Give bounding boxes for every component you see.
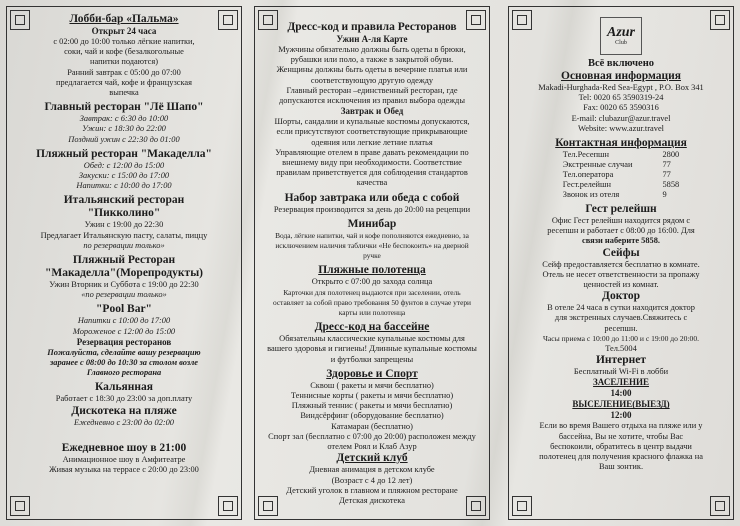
- text-line: Ранний завтрак с 05:00 до 07:00: [67, 67, 181, 77]
- text-line: Обед: с 12:00 до 15:00: [83, 160, 165, 170]
- text-line: Детский уголок в главном и пляжном ресторане: [286, 485, 458, 495]
- table-row: Звонок из отеля 9: [562, 190, 667, 200]
- text-line: В отеле 24 часа в сутки находится доктор: [547, 303, 695, 313]
- basic-info-title: Основная информация: [561, 70, 681, 82]
- hookah-title: Кальянная: [94, 381, 154, 394]
- text-line: Сквош ( ракеты и мячи бесплатно): [310, 380, 434, 390]
- text-line: Ежедневно с 23:00 до 02:00: [74, 417, 174, 427]
- text-line: Сейф предоставляется бесплатно в комнате.: [542, 259, 700, 269]
- text-line: Тел.5004: [605, 344, 637, 354]
- address-line: Makadi-Hurghada-Red Sea-Egypt , P.O. Box 341: [538, 83, 704, 92]
- text-line: соответствующую другую одежду: [310, 75, 434, 85]
- text-line: Закуски: с 15:00 до 17:00: [78, 171, 170, 181]
- text-line: Живая музыка на террасе с 20:00 до 23:00: [49, 465, 199, 475]
- text-line: Ужин Вторник и Суббота с 19:00 до 22:30: [49, 280, 199, 290]
- check-in-title: ЗАСЕЛЕНИЕ: [593, 377, 649, 388]
- main-restaurant-title: Главный ресторан "Лё Шапо": [44, 101, 204, 114]
- text-line: Ужин: с 18:30 до 22:00: [82, 124, 166, 134]
- text-line: Главного ресторана: [86, 368, 162, 378]
- check-in-time: 14:00: [610, 388, 632, 399]
- italian-restaurant-name: "Пикколино": [87, 207, 161, 220]
- text-line: заранее с 08:00 до 10:30 за столом возле: [50, 358, 198, 368]
- pool-bar-title: "Pool Bar": [96, 303, 152, 316]
- text-line: Часы приема с 10:00 до 11:00 и с 19:00 до 20:00.: [542, 333, 700, 343]
- text-line: ручке: [363, 251, 381, 261]
- daily-show-title: Ежедневное шоу в 21:00: [61, 441, 187, 454]
- text-line: «по резервации только»: [81, 290, 167, 300]
- check-out-time: 12:00: [610, 410, 632, 421]
- beach-restaurant-title: Пляжный ресторан "Макаделла": [36, 147, 212, 160]
- table-row: Гест.релейшн 5858: [562, 180, 680, 190]
- text-line: Управляющие отелем в праве давать рекомендации по: [275, 147, 469, 157]
- text-line: выпечка: [109, 88, 139, 98]
- corner-ornament: [10, 496, 30, 516]
- dress-code-title: Дресс-код и правила Ресторанов: [287, 21, 457, 33]
- safes-title: Сейфы: [602, 246, 640, 259]
- text-line: Пожалуйста, сделайте вашу резервацию: [47, 347, 201, 357]
- text-line: Поздний ужин с 22:30 до 01:00: [68, 134, 180, 144]
- text-line: Ужин с 19:00 до 22:30: [84, 220, 164, 230]
- text-line: Офис Гест релейшн находится рядом с: [551, 216, 691, 226]
- internet-title: Интернет: [595, 354, 647, 367]
- pool-dress-code-title: Дресс-код на бассейне: [314, 321, 430, 334]
- text-line: полотенец для получения красного флажка на: [539, 452, 703, 462]
- contacts-title: Контактная информация: [555, 137, 687, 150]
- text-line: Катамаран (бесплатно): [331, 421, 413, 431]
- text-line: соки, чай и кофе (безалкогольные: [64, 47, 184, 57]
- text-line: Обязательны классические купальные костюмы для: [279, 334, 465, 344]
- text-line: связи наберите 5858.: [581, 236, 660, 246]
- contacts-table: [557, 150, 685, 200]
- text-line: и футболки запрещены: [330, 354, 414, 364]
- panel-rules: [254, 6, 490, 520]
- text-line: Если во время Вашего отдыха на пляже или у: [539, 421, 703, 431]
- text-line: бассейна, Вы не хотите, чтобы Вас: [558, 431, 684, 441]
- column-1: [7, 13, 241, 475]
- text-line: ценностей из комнат.: [583, 280, 659, 290]
- email-line: E-mail: clubazur@azur.travel: [571, 113, 671, 123]
- corner-ornament: [218, 496, 238, 516]
- sport-title: Здоровье и Спорт: [326, 367, 418, 380]
- text-line: напитки подаются): [89, 57, 159, 67]
- a-la-carte-subtitle: Ужин А-ля Карте: [336, 34, 408, 44]
- text-line: Отель не несет ответственности за пропажу: [542, 269, 700, 279]
- seafood-restaurant-title: Пляжный Ресторан: [72, 254, 176, 267]
- column-2: [255, 21, 489, 506]
- beach-towels-title: Пляжные полотенца: [318, 264, 426, 277]
- hotel-logo: Azur Club: [600, 17, 642, 55]
- text-line: Открыто с 07:00 до захода солнца: [311, 277, 433, 287]
- text-line: отелем Роял и Клаб Азур: [327, 442, 417, 452]
- text-line: ресепшн.: [604, 323, 638, 333]
- text-line: Завтрак: с 6:30 до 10:00: [79, 114, 169, 124]
- panel-restaurants: [6, 6, 242, 520]
- text-line: Вода, лёгкие напитки, чай и кофе пополняются ежедневно, за: [275, 230, 469, 240]
- panel-info: [508, 6, 734, 520]
- fax-line: Fax: 0020 65 3590316: [583, 103, 659, 113]
- guest-relations-title: Гест релейшн: [585, 203, 657, 216]
- text-line: качества: [356, 178, 388, 188]
- table-row: Экстренные случаи 77: [562, 160, 671, 170]
- text-line: допускаются исключения из правил выбора одежды: [279, 96, 465, 106]
- text-line: оставляет за собой право требования 50 фунтов в случае утери: [272, 297, 471, 307]
- table-row: Тел.оператора 77: [562, 170, 671, 180]
- text-line: правилам приветствуется для соблюдения стандартов: [276, 168, 468, 178]
- text-line: Анимационное шоу в Амфитеатре: [62, 454, 186, 464]
- column-3: [509, 11, 733, 472]
- lobby-bar-title: Лобби-бар «Пальма»: [69, 13, 179, 25]
- text-line: внешнему виду при необходимости. Соответствие: [282, 158, 462, 168]
- website-line: Website: www.azur.travel: [578, 123, 664, 133]
- text-line: Главный ресторан –единственный ресторан, где: [286, 85, 458, 95]
- text-line: Мороженое с 12:00 до 15:00: [72, 326, 176, 336]
- text-line: Дневная анимация в детском клубе: [309, 465, 435, 475]
- text-line: Работает с 18:30 до 23:00 за доп.плату: [55, 394, 193, 404]
- corner-ornament: [512, 496, 532, 516]
- minibar-title: Минибар: [347, 217, 397, 230]
- phone-line: Tel: 0020 65 3590319-24: [578, 93, 664, 103]
- text-line: рубашки или поло, а также в закрытой обуви.: [290, 55, 454, 65]
- text-line: Пляжный теннис ( ракеты и мячи бесплатно): [291, 401, 453, 411]
- text-line: Мужчины обязательно должны быть одеты в брюки,: [278, 45, 466, 54]
- text-line: Напитки с 10:00 до 17:00: [77, 316, 171, 326]
- kids-club-title: Детский клуб: [336, 452, 408, 465]
- text-line: Спорт зал (бесплатно с 07:00 до 20:00) расположен между: [268, 431, 476, 441]
- text-line: Ваш зонтик.: [598, 462, 644, 472]
- text-line: исключением наличия таблички «Не беспокоить» на дверной: [275, 241, 469, 251]
- takeaway-title: Набор завтрака или обеда с собой: [284, 191, 460, 204]
- seafood-restaurant-name: "Макаделла"(Морепродукты): [44, 267, 204, 280]
- text-line: Резервация производится за день до 20:00 на рецепции: [273, 204, 471, 214]
- text-line: Шорты, сандалии и купальные костюмы допускаются,: [274, 117, 470, 127]
- text-line: беспокоили, обратитесь в центр выдачи: [550, 441, 692, 451]
- beach-disco-title: Дискотека на пляже: [71, 404, 177, 417]
- text-line: Теннисные корты ( ракеты и мячи бесплатно): [290, 391, 454, 401]
- text-line: ресепшн и работает с 08:00 до 16:00. Для: [547, 226, 695, 236]
- text-line: Бесплатный Wi-Fi в лобби: [573, 367, 669, 377]
- text-line: Предлагает Итальянскую пасту, салаты, пиццу: [40, 230, 208, 240]
- lobby-bar-hours: Открыт 24 часа: [91, 26, 157, 36]
- italian-restaurant-title: Итальянский ресторан: [63, 194, 185, 207]
- reservation-title: Резервация ресторанов: [76, 336, 172, 347]
- text-line: по резервации только»: [83, 240, 165, 250]
- text-line: карты или полотенца: [338, 308, 406, 318]
- doctor-title: Доктор: [602, 290, 640, 303]
- text-line: вашего здоровья и гигиены! Длинные купальные костюмы: [267, 344, 477, 354]
- breakfast-lunch-subtitle: Завтрак и Обед: [340, 106, 404, 117]
- text-line: (Возраст с 4 до 12 лет): [331, 475, 413, 485]
- table-row: Тел.Ресепшн 2800: [562, 150, 680, 160]
- text-line: Женщины должны быть одеты в вечерние платья или: [276, 65, 468, 75]
- text-line: если присутствуют соответствующие прикрывающие: [276, 127, 468, 137]
- all-inclusive-label: Всё включено: [587, 58, 655, 69]
- text-line: с 02:00 до 10:00 только лёгкие напитки,: [53, 37, 195, 46]
- corner-ornament: [710, 496, 730, 516]
- text-line: Напитки: с 10:00 до 17:00: [76, 181, 172, 191]
- text-line: предлагается чай, кофе и французская: [56, 77, 192, 87]
- text-line: Виндсёрфинг (оборудование бесплатно): [300, 411, 444, 421]
- text-line: Карточки для полотенец выдаются при заселении, отель: [283, 287, 461, 297]
- text-line: для экстренных случаев.Свяжитесь с: [554, 313, 688, 323]
- text-line: Детская дискотека: [339, 495, 405, 505]
- check-out-title: ВЫСЕЛЕНИЕ(ВЫЕЗД): [572, 399, 670, 410]
- text-line: одеяния или легкие летние платья: [311, 137, 433, 147]
